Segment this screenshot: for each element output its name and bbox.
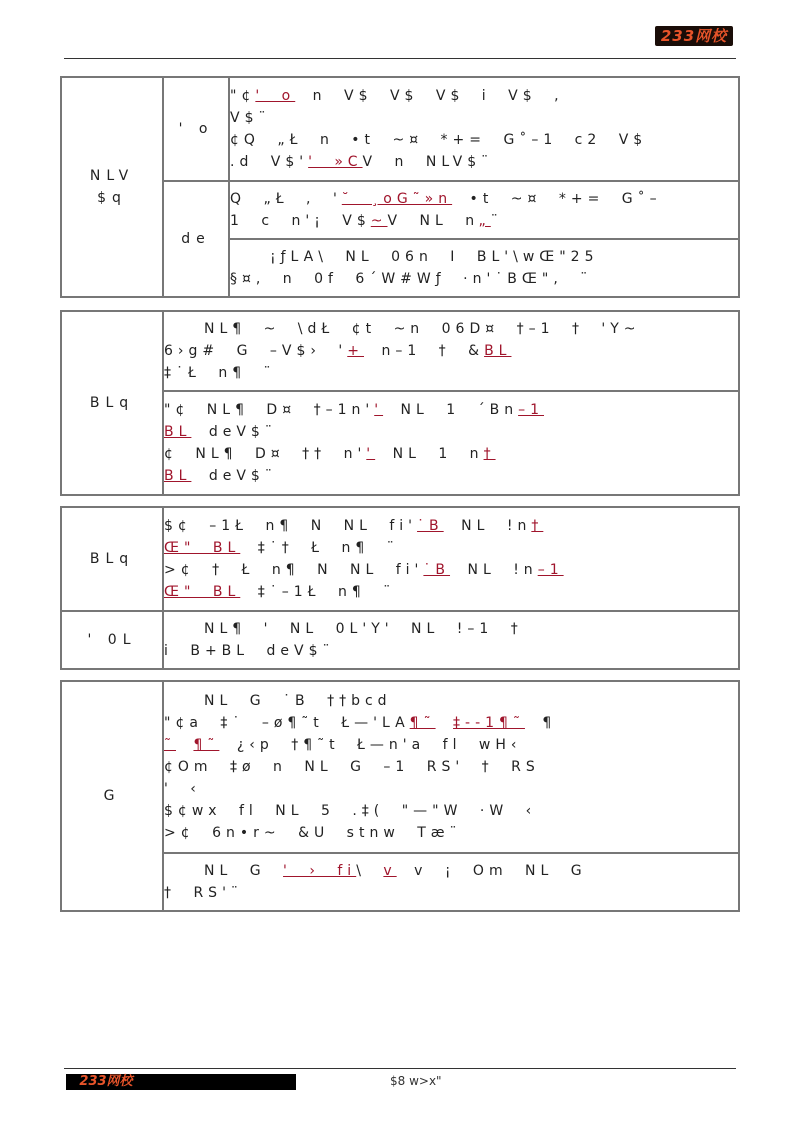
text-line xyxy=(164,318,738,340)
underlined-term: ¶˜ xyxy=(193,737,220,753)
text-segment: NL¶ ' NL 0L'Y' NL !–1 † xyxy=(204,621,523,637)
underlined-term: –1 xyxy=(518,402,544,418)
content-cell xyxy=(163,507,739,611)
underlined-term: v xyxy=(383,863,397,879)
text-segment: >¢ † Ł n¶ N NL fi' xyxy=(164,562,424,578)
text-segment: NL 1 n xyxy=(375,446,484,462)
text-line xyxy=(164,822,738,844)
content-cell xyxy=(163,853,739,911)
text-line xyxy=(164,882,738,904)
text-segment: ¿‹p †¶˜t Ł—n'a fl wH‹ xyxy=(219,737,522,753)
content-cell xyxy=(163,681,739,853)
text-segment: $¢wx fl NL 5 .‡( "—"W ·W ‹ xyxy=(164,803,537,819)
row-label: ' 0L xyxy=(61,611,163,669)
table-3 xyxy=(60,506,740,670)
text-segment: ¢ NL¶ D¤ †† n' xyxy=(164,446,367,462)
text-line xyxy=(164,399,738,421)
text-segment: NL¶ ~ \dŁ ¢t ~n 06D¤ †–1 † 'Y~ xyxy=(204,321,641,337)
text-segment: ‡˙–1Ł n¶ ¨ xyxy=(240,584,396,600)
table-1 xyxy=(60,76,740,298)
text-segment: ¡ƒLA\ NL 06n I BL'\wŒ"25 xyxy=(270,249,599,265)
text-segment: "¢a ‡˙ –ø¶˜t Ł—'LA xyxy=(164,715,410,731)
text-segment: "¢ NL¶ D¤ †–1n' xyxy=(164,402,375,418)
row-label: BLq xyxy=(61,507,163,611)
footer-bar xyxy=(66,1074,296,1090)
text-line xyxy=(164,581,738,603)
underlined-term: ' o xyxy=(255,88,296,104)
underlined-term: Œ" BL xyxy=(164,584,241,600)
text-segment: n–1 † & xyxy=(364,343,485,359)
text-line xyxy=(230,107,738,129)
text-segment: deV$¨ xyxy=(191,424,277,440)
text-line xyxy=(164,515,738,537)
text-line xyxy=(230,129,738,151)
text-segment: Q „Ł , ' xyxy=(230,191,342,207)
content-cell xyxy=(229,181,739,239)
text-line xyxy=(230,246,738,268)
underlined-term: Œ" BL xyxy=(164,540,241,556)
text-line xyxy=(164,443,738,465)
underlined-term: –1 xyxy=(537,562,564,578)
underlined-term: BL xyxy=(484,343,512,359)
content-cell xyxy=(163,311,739,391)
text-line xyxy=(164,860,738,882)
category-line-1: NLV xyxy=(89,168,135,184)
text-segment: V n NLV$¨ xyxy=(362,154,494,170)
text-segment: \ xyxy=(356,863,384,879)
text-segment: NL G ˙B ††bcd xyxy=(204,693,392,709)
category-cell xyxy=(61,77,163,297)
text-segment: >¢ 6n•r~ &U stnw Tæ¨ xyxy=(164,825,462,841)
text-line xyxy=(164,778,738,800)
text-segment: ‡˙† Ł n¶ ¨ xyxy=(240,540,399,556)
underlined-term: ' xyxy=(374,402,384,418)
text-segment xyxy=(436,715,453,731)
text-segment: V NL n xyxy=(387,213,479,229)
content-cell xyxy=(163,611,739,669)
text-line xyxy=(164,800,738,822)
text-segment: † RS'¨ xyxy=(164,885,243,901)
text-segment: NL !n xyxy=(443,518,532,534)
text-segment: v ¡ Om NL G xyxy=(396,863,587,879)
underlined-term: „ xyxy=(478,213,491,229)
underlined-term: ˙B xyxy=(423,562,451,578)
text-line xyxy=(164,421,738,443)
underlined-term: ' xyxy=(366,446,376,462)
text-segment: .d V$' xyxy=(230,154,309,170)
text-segment: V$¨ xyxy=(230,110,271,126)
table-2 xyxy=(60,310,740,496)
text-line xyxy=(164,734,738,756)
text-line xyxy=(230,151,738,173)
page-number: $8 w>x" xyxy=(390,1074,442,1088)
text-segment: i B+BL deV$¨ xyxy=(164,643,335,659)
footer-rule xyxy=(64,1068,736,1069)
text-line xyxy=(230,188,738,210)
text-line xyxy=(164,712,738,734)
text-line xyxy=(164,362,738,384)
text-line xyxy=(164,640,738,662)
text-segment: $¢ –1Ł n¶ N NL fi' xyxy=(164,518,418,534)
underlined-term: ˙B xyxy=(417,518,444,534)
row-label: de xyxy=(163,181,229,297)
text-segment: ¶ xyxy=(524,715,557,731)
text-segment: NL 1 ´Bn xyxy=(383,402,519,418)
text-line xyxy=(164,340,738,362)
text-segment: "¢ xyxy=(230,88,256,104)
text-line xyxy=(230,85,738,107)
text-line xyxy=(164,618,738,640)
table-4 xyxy=(60,680,740,912)
underlined-term: ˘ ¸oG˜»n xyxy=(341,191,453,207)
row-label: ' o xyxy=(163,77,229,181)
underlined-term: ~ xyxy=(370,213,388,229)
text-segment: deV$¨ xyxy=(191,468,277,484)
text-segment: NL G xyxy=(204,863,284,879)
underlined-term: BL xyxy=(164,424,192,440)
underlined-term: ¶˜ xyxy=(409,715,436,731)
content-cell xyxy=(163,391,739,495)
text-line xyxy=(230,268,738,290)
text-segment: n V$ V$ V$ i V$ , xyxy=(295,88,564,104)
text-segment xyxy=(176,737,193,753)
row-label: G xyxy=(61,681,163,911)
underlined-term: ‡--1¶˜ xyxy=(453,715,525,731)
underlined-term: ' »C xyxy=(308,154,363,170)
text-line xyxy=(164,465,738,487)
footer-logo: 233网校 xyxy=(79,1074,133,1089)
text-segment: ¢Om ‡ø n NL G –1 RS' † RS xyxy=(164,759,540,775)
category-line-2: $q xyxy=(97,190,127,206)
underlined-term: + xyxy=(347,343,364,359)
content-cell xyxy=(229,239,739,297)
text-line xyxy=(230,210,738,232)
text-segment: ¢Q „Ł n •t ~¤ *+= G˚–1 c2 V$ xyxy=(230,132,648,148)
text-segment: §¤, n 0f 6´W#Wƒ ·n'˙BŒ", ¨ xyxy=(230,271,593,287)
text-segment: ¨ xyxy=(490,213,503,229)
row-label: BLq xyxy=(61,311,163,495)
text-segment: ' ‹ xyxy=(164,781,201,797)
underlined-term: BL xyxy=(164,468,192,484)
text-line xyxy=(164,537,738,559)
text-line xyxy=(164,559,738,581)
brand-logo: 233网校 xyxy=(655,26,733,46)
text-segment: NL !n xyxy=(450,562,538,578)
text-line xyxy=(164,690,738,712)
underlined-term: ˜ xyxy=(164,737,176,753)
text-segment: 1 c n'¡ V$ xyxy=(230,213,371,229)
content-cell xyxy=(229,77,739,181)
underlined-term: † xyxy=(483,446,496,462)
header-rule xyxy=(64,58,736,59)
text-segment: •t ~¤ *+= G˚– xyxy=(452,191,662,207)
text-segment: 6›g# G –V$› ' xyxy=(164,343,348,359)
underlined-term: ' › fi xyxy=(283,863,357,879)
text-segment: ‡˙Ł n¶ ¨ xyxy=(164,365,276,381)
underlined-term: † xyxy=(531,518,544,534)
text-line xyxy=(164,756,738,778)
